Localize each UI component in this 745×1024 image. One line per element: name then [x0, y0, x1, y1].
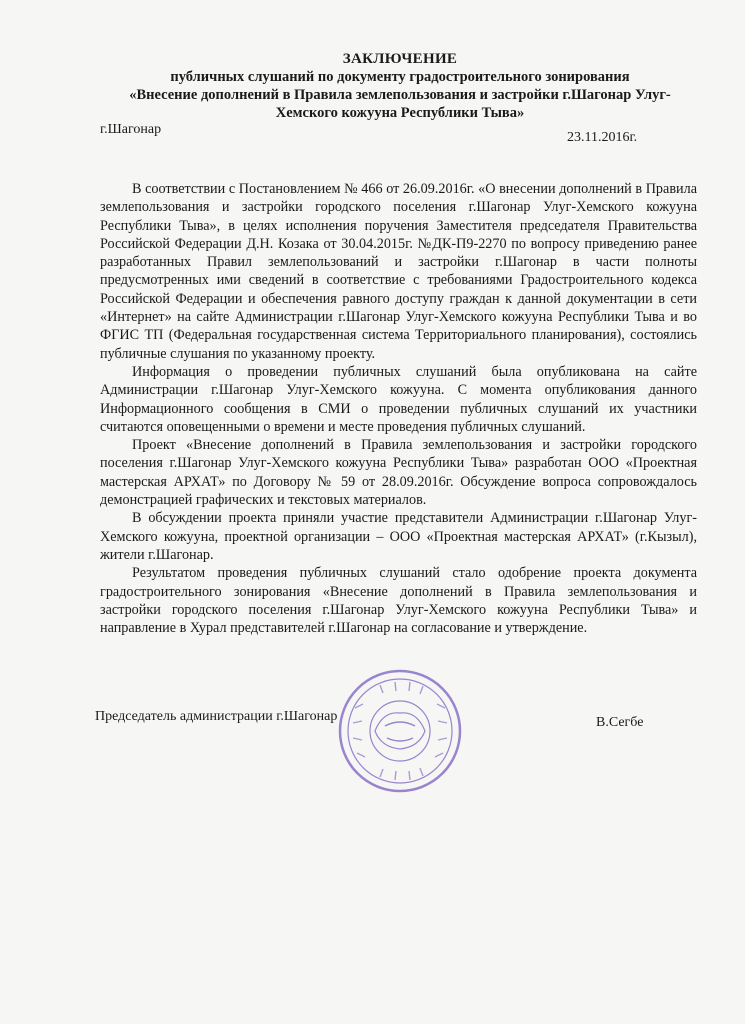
paragraph-4: В обсуждении проекта приняли участие представители Администрации г.Шагонар Улуг-Хемского кожууна, проектной организации – ООО «Проектная мастерская АРХАТ» (г.Кызыл), жители г.Шагонар.: [100, 510, 697, 563]
paragraph-2: Информация о проведении публичных слушаний была опубликована на сайте Администрации г.Шагонар Улуг-Хемского кожууна. С момента опубликования данного Информационного сообщения в СМИ о проведении публичных слушаний их участники считаются оповещенными о времени и месте проведения публичных слушаний.: [100, 363, 697, 435]
document-city: г.Шагонар: [100, 122, 162, 137]
signatory-position: Председатель администрации г.Шагонар: [95, 709, 338, 724]
paragraph-3: Проект «Внесение дополнений в Правила землепользования и застройки городского поселения г.Шагонар Улуг-Хемского кожууна Республики Тыва» разработан ООО «Проектная мастерская АРХАТ» по Договору № 59 от 28.09.2016г. Обсуждение вопроса сопровождалось демонстрацией графических и текстовых материалов.: [100, 437, 697, 509]
official-stamp-icon: [335, 668, 465, 794]
signatory-name: В.Сегбе: [596, 715, 644, 730]
document-header: [100, 50, 700, 122]
document-title: ЗАКЛЮЧЕНИЕ: [342, 51, 458, 67]
paragraph-1: В соответствии с Постановлением № 466 от 26.09.2016г. «О внесении дополнений в Правила землепользования и застройки городского поселения г.Шагонар Улуг-Хемского кожууна Республики Тыва», в целях исполнения поручения Заместителя председателя Правительства Российской Федерации Д.Н. Козака от 30.04.2015г. №ДК-П9-2270 по вопросу приведению ранее разработанных Правил землепользований и застройки г.Шагонар в части полноты предусмотренных ими сведений в соответствие с требованиями Градостроительного кодекса Российской Федерации и обеспечения равного доступу граждан к данной документации в сети «Интернет» на сайте Администрации г.Шагонар Улуг-Хемского кожууна Республики Тыва и во ФГИС ТП (Федеральная государственная система Территориального планирования), состоялись публичные слушания по указанному проекту.: [100, 181, 697, 362]
paragraph-5: Результатом проведения публичных слушаний стало одобрение проекта документа градостроительного зонирования «Внесение дополнений в Правила землепользования и застройки городского поселения г.Шагонар Улуг-Хемского кожууна Республики Тыва» и направление в Хурал представителей г.Шагонар на согласование и утверждение.: [100, 565, 697, 637]
subtitle-line-2: «Внесение дополнений в Правила землепользования и застройки г.Шагонар Улуг-: [129, 87, 671, 103]
subtitle-line-1: публичных слушаний по документу градостроительного зонирования: [170, 69, 630, 85]
document-body: [100, 180, 697, 637]
subtitle-line-3: Хемского кожууна Республики Тыва»: [275, 105, 525, 121]
document-date: 23.11.2016г.: [567, 130, 638, 145]
